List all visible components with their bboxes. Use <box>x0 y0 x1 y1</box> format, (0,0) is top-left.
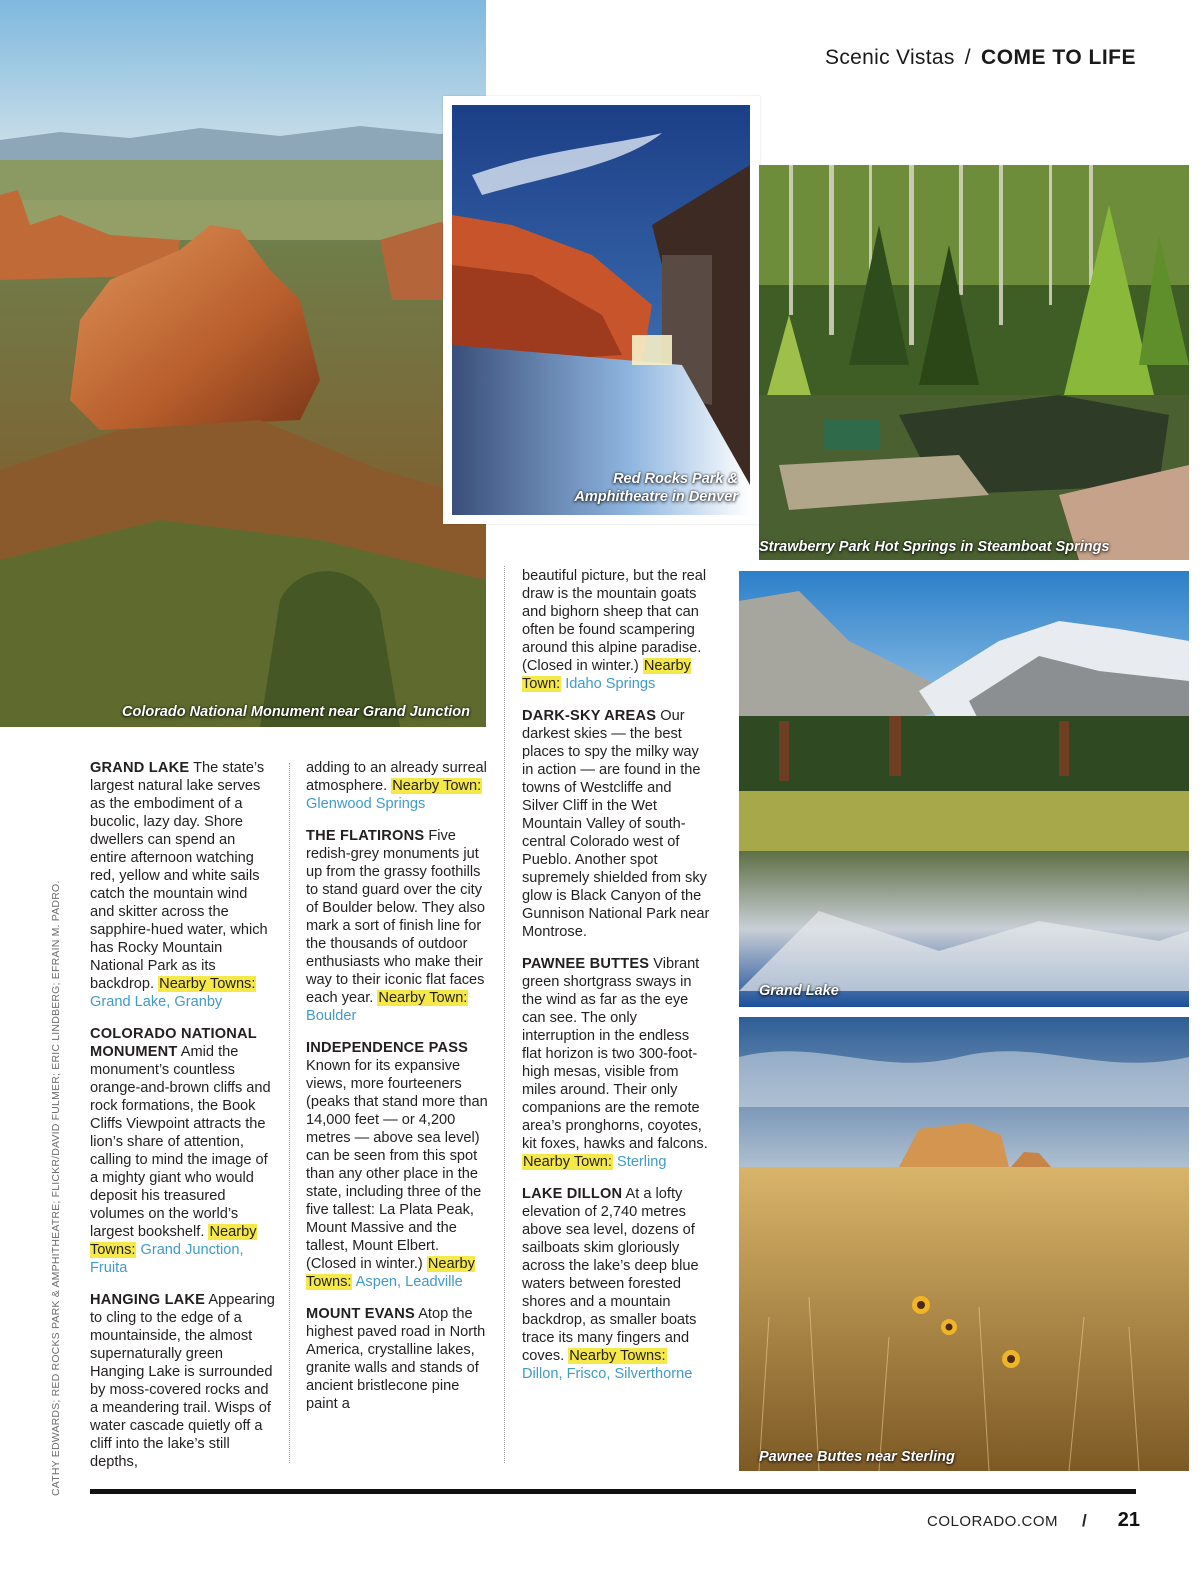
nearby-towns-pawnee-buttes: Sterling <box>617 1154 667 1170</box>
body-mount-evans-cont: beautiful picture, but the real draw is the mountain goats and bighorn sheep that can often be found scampering around this alpine paradise. (Closed in winter.) <box>522 568 707 674</box>
photo-credit: CATHY EDWARDS; RED ROCKS PARK & AMPHITHEATRE; FLICKR/DAVID FULMER; ERIC LINDBERG; EFRAIN M. PADRO. <box>50 880 62 1496</box>
column-divider-2 <box>504 566 505 1463</box>
nearby-label-lake-dillon: Nearby Towns: <box>569 1348 666 1364</box>
entry-hanging-lake <box>90 1291 275 1471</box>
body-flatirons: Five redish-grey monuments jut up from the grassy foothills to stand guard over the city of Boulder below. They also mark a sort of finish line for the thousands of outdoor enthusiasts who make their way to their iconic flat faces each year. <box>306 828 486 1006</box>
heading-pawnee-buttes: PAWNEE BUTTES <box>522 956 650 972</box>
grand-lake-reflection-image <box>739 571 1189 1007</box>
page-number: 21 <box>1117 1509 1140 1531</box>
body-mount-evans: Atop the highest paved road in North America, crystalline lakes, granite walls and stands of ancient bristlecone pine paint a <box>306 1306 486 1412</box>
heading-mount-evans: MOUNT EVANS <box>306 1306 415 1322</box>
entry-colorado-monument <box>90 1025 275 1277</box>
footer-website[interactable]: COLORADO.COM <box>926 1513 1058 1530</box>
heading-independence-pass: INDEPENDENCE PASS <box>306 1040 469 1056</box>
nearby-label-mount-evans: Nearby Town: <box>522 658 691 692</box>
feature-title: COME TO LIFE <box>981 46 1136 69</box>
nearby-towns-hanging-lake: Glenwood Springs <box>306 796 426 812</box>
nearby-label-pawnee-buttes: Nearby Town: <box>523 1154 612 1170</box>
entry-independence-pass <box>306 1039 488 1291</box>
nearby-towns-lake-dillon: Dillon, Frisco, Silverthorne <box>522 1366 693 1382</box>
footer-separator: / <box>1082 1511 1087 1530</box>
header-separator: / <box>964 46 971 69</box>
caption-red-rocks-line1: Red Rocks Park & <box>613 471 738 487</box>
body-hanging-lake-cont: adding to an already surreal atmosphere. <box>306 760 487 794</box>
running-header <box>760 46 1136 70</box>
article-column-2 <box>306 759 488 1427</box>
body-colorado-monument: Amid the monument’s countless orange-and-brown cliffs and rock formations, the Book Cliffs Viewpoint attracts the lion’s share of attention, calling to mind the image of a mighty giant who would deposit his treasured volumes on the world’s largest bookshelf. <box>90 1044 271 1240</box>
body-lake-dillon: At a lofty elevation of 2,740 metres above sea level, dozens of sailboats skim gloriously across the lake’s deep blue waters between forested shores and a mountain backdrop, as smaller boats trace its many fingers and coves. <box>522 1186 699 1364</box>
entry-lake-dillon <box>522 1185 710 1383</box>
entry-grand-lake <box>90 759 275 1011</box>
section-name: Scenic Vistas <box>825 46 955 69</box>
column-divider-1 <box>289 763 290 1463</box>
entry-mount-evans-cont <box>522 567 710 693</box>
body-hanging-lake: Appearing to cling to the edge of a mountainside, the almost supernaturally green Hanging Lake is surrounded by moss-covered rocks and a meandering trail. Wisps of water cascade quietly off a cliff into the lake’s still depths, <box>90 1292 275 1470</box>
nearby-towns-colorado-monument: Grand Junction, Fruita <box>90 1242 244 1276</box>
heading-flatirons: THE FLATIRONS <box>306 828 425 844</box>
nearby-towns-mount-evans: Idaho Springs <box>565 676 656 692</box>
footer-rule <box>90 1489 1136 1494</box>
caption-strawberry-park: Strawberry Park Hot Springs in Steamboat Springs <box>759 539 1110 555</box>
nearby-label-flatirons: Nearby Town: <box>378 990 468 1006</box>
heading-dark-sky: DARK-SKY AREAS <box>522 708 657 724</box>
monument-landscape-image <box>0 0 486 727</box>
photo-grand-lake <box>739 571 1189 1007</box>
red-rocks-concert-image <box>452 105 750 515</box>
hot-springs-forest-image <box>759 165 1189 560</box>
photo-colorado-national-monument <box>0 0 486 727</box>
article-column-3 <box>522 567 710 1397</box>
body-dark-sky: Our darkest skies — the best places to spy the milky way in action — are found in the towns of Westcliffe and Silver Cliff in the Wet Mountain Valley of south-central Colorado west of Pueblo. Another spot supremely shielded from sky glow is Black Canyon of the Gunnison National Park near Montrose. <box>522 708 710 940</box>
caption-pawnee-buttes: Pawnee Buttes near Sterling <box>759 1449 955 1465</box>
nearby-label-independence-pass: Nearby Towns: <box>306 1256 475 1290</box>
nearby-towns-grand-lake: Grand Lake, Granby <box>90 994 223 1010</box>
entry-mount-evans <box>306 1305 488 1413</box>
heading-hanging-lake: HANGING LAKE <box>90 1292 206 1308</box>
caption-colorado-monument: Colorado National Monument near Grand Junction <box>122 704 471 720</box>
article-column-1 <box>90 759 275 1485</box>
body-independence-pass: Known for its expansive views, more fourteeners (peaks that stand more than 14,000 feet — or 4,200 metres — above sea level) can be seen from this spot than any other place in the state, including three of the five tallest: La Plata Peak, Mount Massive and the tallest, Mount Elbert. (Closed in winter.) <box>306 1058 488 1272</box>
caption-red-rocks <box>574 470 738 506</box>
heading-grand-lake: GRAND LAKE <box>90 760 190 776</box>
pawnee-buttes-prairie-image <box>739 1017 1189 1471</box>
caption-grand-lake: Grand Lake <box>759 983 839 999</box>
caption-red-rocks-line2: Amphitheatre in Denver <box>574 489 738 505</box>
nearby-towns-flatirons: Boulder <box>306 1008 357 1024</box>
photo-strawberry-park-hot-springs <box>759 165 1189 560</box>
nearby-label-colorado-monument: Nearby Towns: <box>90 1224 257 1258</box>
body-pawnee-buttes: Vibrant green shortgrass sways in the wind as far as the eye can see. The only interruption in the endless flat horizon is two 300-foot-high mesas, visible from miles around. Their only companions are the remote area’s pronghorns, coyotes, kit foxes, hawks and falcons. <box>522 956 708 1152</box>
entry-pawnee-buttes <box>522 955 710 1171</box>
heading-lake-dillon: LAKE DILLON <box>522 1186 623 1202</box>
entry-flatirons <box>306 827 488 1025</box>
photo-red-rocks-amphitheatre <box>452 105 750 515</box>
nearby-label-hanging-lake: Nearby Town: <box>392 778 482 794</box>
nearby-towns-independence-pass: Aspen, Leadville <box>355 1274 463 1290</box>
body-grand-lake: The state’s largest natural lake serves as the embodiment of a bucolic, lazy day. Shore dwellers can spend an entire afternoon watching red, yellow and white sails catch the mountain wind and skitter across the sapphire-hued water, which has Rocky Mountain National Park as its backdrop. <box>90 760 268 992</box>
entry-hanging-lake-cont <box>306 759 488 813</box>
nearby-label-grand-lake: Nearby Towns: <box>159 976 256 992</box>
entry-dark-sky <box>522 707 710 941</box>
photo-pawnee-buttes <box>739 1017 1189 1471</box>
heading-colorado-monument: COLORADO NATIONAL MONUMENT <box>90 1026 257 1060</box>
